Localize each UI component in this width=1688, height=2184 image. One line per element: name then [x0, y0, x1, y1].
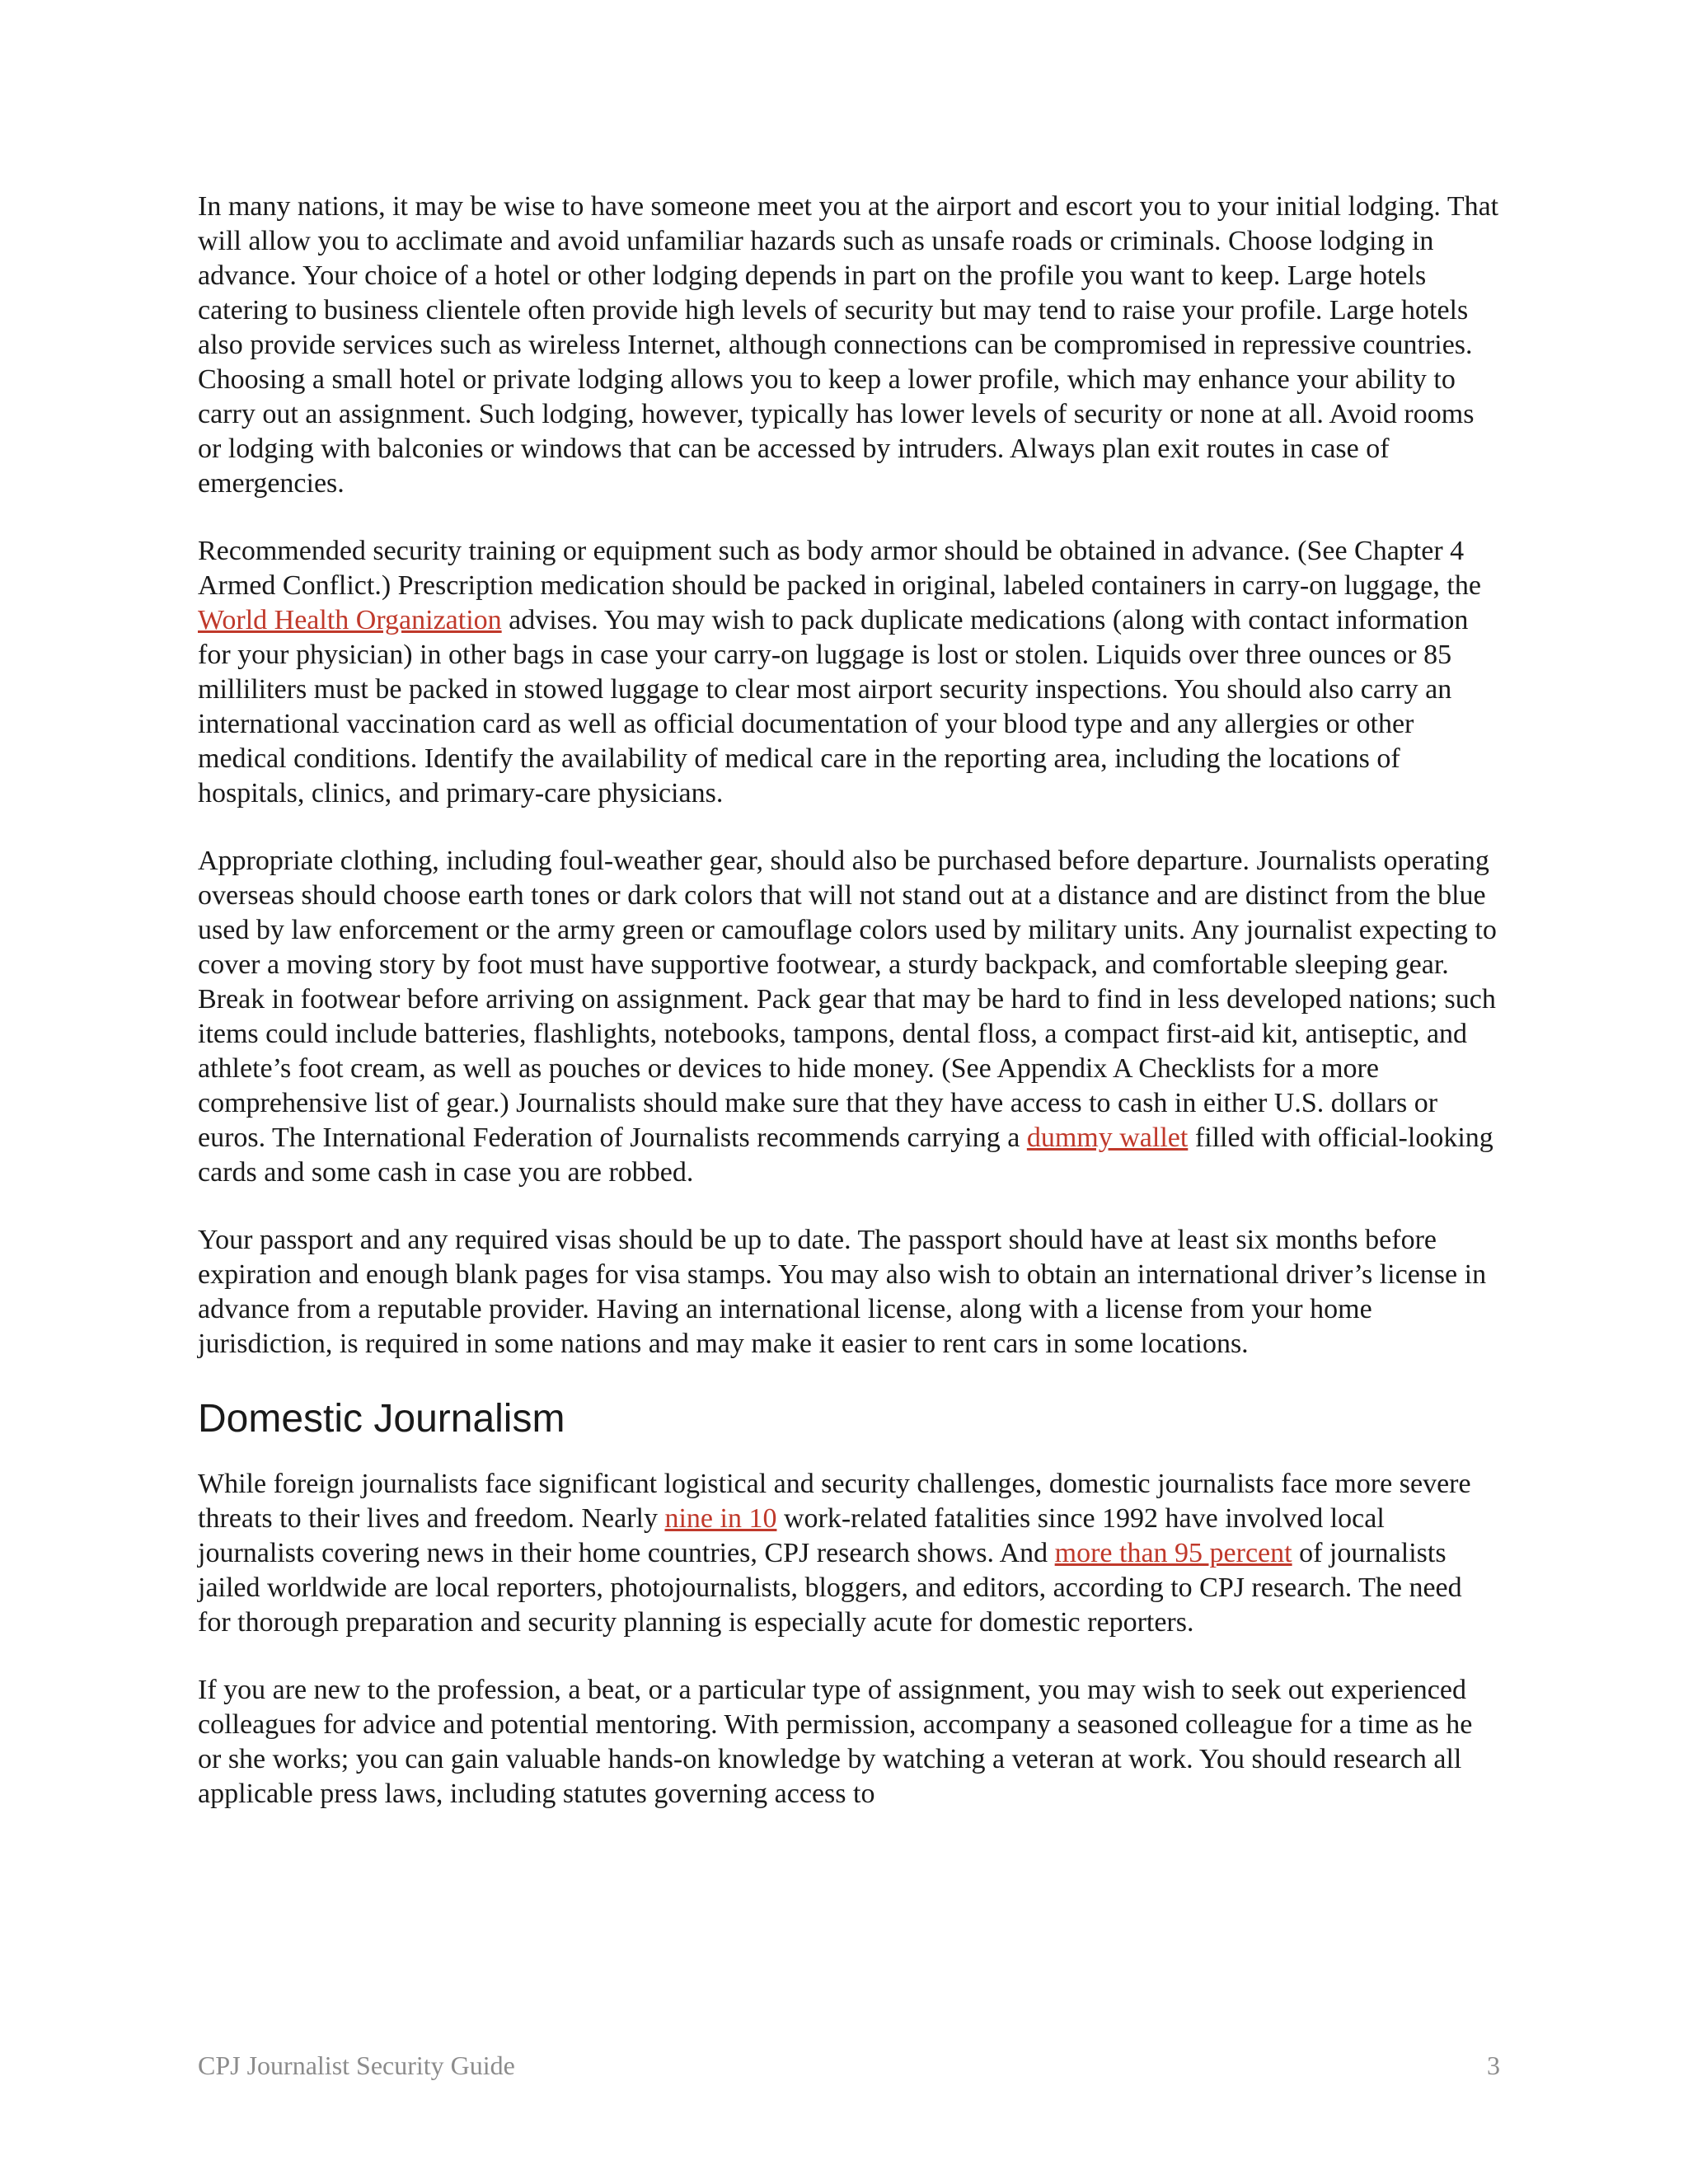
paragraph-medication-text-1: Recommended security training or equipment such as body armor should be obtained in advance. (See Chapter 4 Armed Conflict.) Prescription medication should be packed in original, labeled containers in carry-on luggage, the: [198, 536, 1481, 601]
more-than-95-percent-link[interactable]: more than 95 percent: [1054, 1538, 1292, 1568]
paragraph-domestic-threats-text-2: work-related fatalities since 1992 have involved local journalists covering news in their home countries, CPJ research shows. And: [198, 1503, 1385, 1568]
paragraph-domestic-threats: [198, 1467, 1500, 1640]
footer-title: CPJ Journalist Security Guide: [198, 2050, 515, 2080]
document-body: [198, 190, 1500, 1844]
paragraph-clothing: [198, 844, 1500, 1190]
paragraph-clothing-text-1: Appropriate clothing, including foul-weather gear, should also be purchased before departure. Journalists operating overseas should choose earth tones or dark colors that will not stand out at a distance and are distinct from the blue used by law enforcement or the army green or camouflage colors used by military units. Any journalist expecting to cover a moving story by foot must have supportive footwear, a sturdy backpack, and comfortable sleeping gear. Break in footwear before arriving on assignment. Pack gear that may be hard to find in less developed nations; such items could include batteries, flashlights, notebooks, tampons, dental floss, a compact first-aid kit, antiseptic, and athlete’s foot cream, as well as pouches or devices to hide money. (See Appendix A Checklists for a more comprehensive list of gear.) Journalists should make sure that they have access to cash in either U.S. dollars or euros. The International Federation of Journalists recommends carrying a: [198, 846, 1497, 1153]
paragraph-lodging-text: In many nations, it may be wise to have someone meet you at the airport and escort you to your initial lodging. That will allow you to acclimate and avoid unfamiliar hazards such as unsafe roads or criminals. Choose lodging in advance. Your choice of a hotel or other lodging depends in part on the profile you want to keep. Large hotels catering to business clientele often provide high levels of security but may tend to raise your profile. Large hotels also provide services such as wireless Internet, although connections can be compromised in repressive countries. Choosing a small hotel or private lodging allows you to keep a lower profile, which may enhance your ability to carry out an assignment. Such lodging, however, typically has lower levels of security or none at all. Avoid rooms or lodging with balconies or windows that can be accessed by intruders. Always plan exit routes in case of emergencies.: [198, 191, 1499, 499]
world-health-organization-link[interactable]: World Health Organization: [198, 605, 502, 635]
nine-in-10-link[interactable]: nine in 10: [664, 1503, 777, 1534]
page-footer: [198, 2050, 1500, 2081]
paragraph-domestic-threats-text-1: While foreign journalists face significant logistical and security challenges, domestic journalists face more severe threats to their lives and freedom. Nearly: [198, 1469, 1471, 1534]
page-number: 3: [1487, 2050, 1500, 2080]
paragraph-clothing-text-2: filled with official-looking cards and some cash in case you are robbed.: [198, 1122, 1493, 1188]
section-heading-domestic-journalism: Domestic Journalism: [198, 1397, 565, 1441]
paragraph-passport: [198, 1223, 1500, 1361]
paragraph-passport-text: Your passport and any required visas should be up to date. The passport should have at least six months before expiration and enough blank pages for visa stamps. You may also wish to obtain an international driver’s license in advance from a reputable provider. Having an international license, along with a license from your home jurisdiction, is required in some nations and may make it easier to rent cars in some locations.: [198, 1225, 1487, 1359]
paragraph-mentoring: [198, 1673, 1500, 1811]
paragraph-mentoring-text: If you are new to the profession, a beat, or a particular type of assignment, you may wish to seek out experienced colleagues for advice and potential mentoring. With permission, accompany a seasoned colleague for a time as he or she works; you can gain valuable hands-on knowledge by watching a veteran at work. You should research all applicable press laws, including statutes governing access to: [198, 1675, 1473, 1809]
paragraph-medication: [198, 534, 1500, 811]
paragraph-domestic-threats-text-3: of journalists jailed worldwide are local reporters, photojournalists, bloggers, and editors, according to CPJ research. The need for thorough preparation and security planning is especially acute for domestic reporters.: [198, 1538, 1462, 1638]
paragraph-medication-text-2: advises. You may wish to pack duplicate medications (along with contact information for your physician) in other bags in case your carry-on luggage is lost or stolen. Liquids over three ounces or 85 milliliters must be packed in stowed luggage to clear most airport security inspections. You should also carry an international vaccination card as well as official documentation of your blood type and any allergies or other medical conditions. Identify the availability of medical care in the reporting area, including the locations of hospitals, clinics, and primary-care physicians.: [198, 605, 1469, 808]
dummy-wallet-link[interactable]: dummy wallet: [1026, 1122, 1189, 1153]
paragraph-lodging: [198, 190, 1500, 501]
